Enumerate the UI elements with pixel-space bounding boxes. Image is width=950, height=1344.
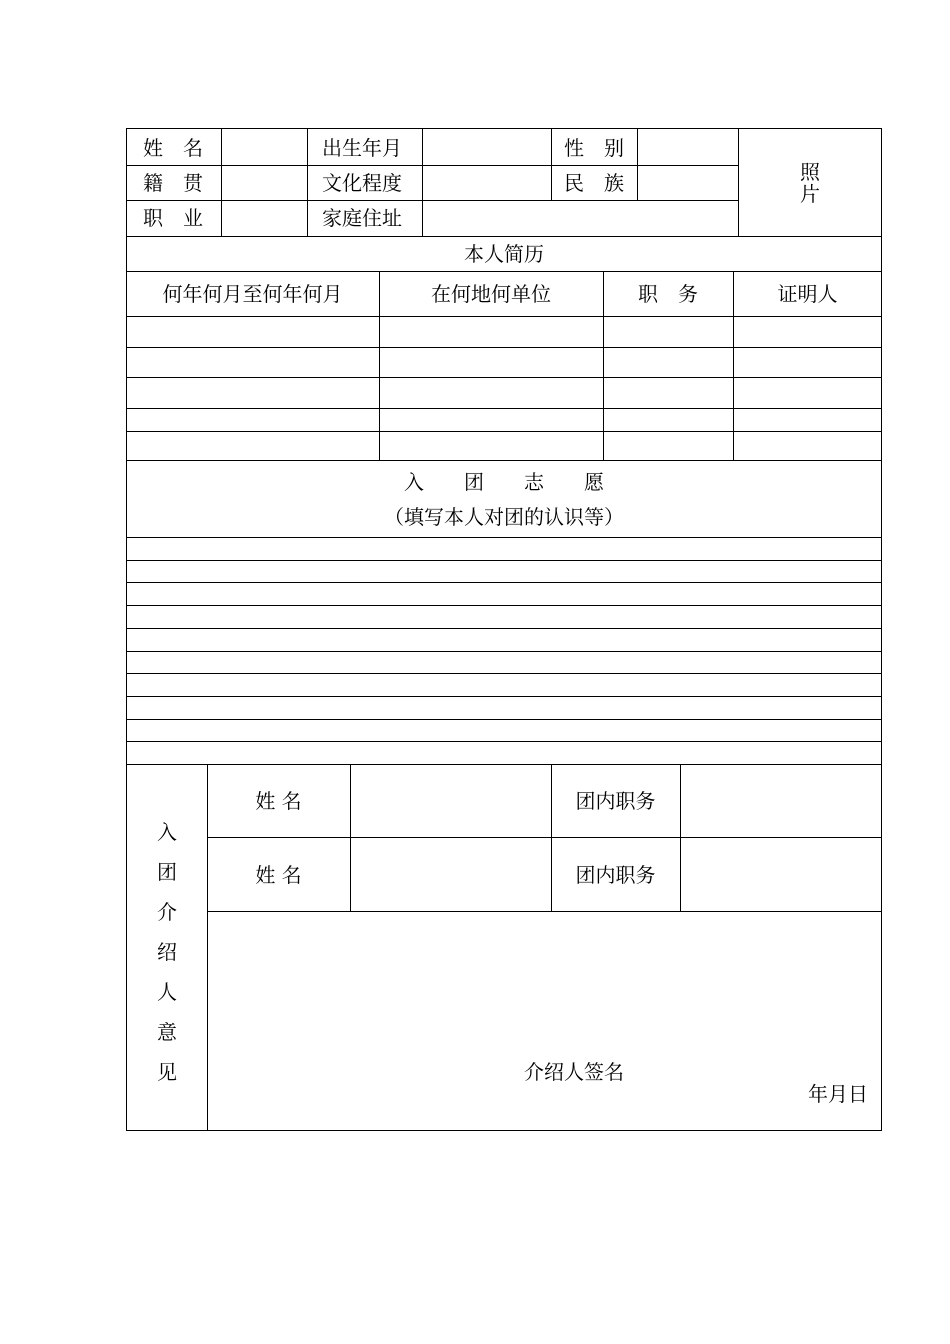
col-line (207, 764, 208, 1131)
row-line (126, 236, 882, 237)
origin-label: 籍 贯 (143, 171, 203, 195)
photo-label: 照 (800, 160, 820, 184)
introducer-name-label: 姓 名 (255, 789, 302, 813)
application-subtitle: （填写本人对团的认识等） (384, 505, 624, 529)
row-line (126, 200, 738, 201)
row-line (126, 431, 882, 432)
writing-line (126, 741, 882, 742)
writing-line (126, 628, 882, 629)
writing-line (126, 696, 882, 697)
writing-line (126, 673, 882, 674)
row-line (126, 347, 882, 348)
row-line (126, 165, 738, 166)
birth-label: 出生年月 (322, 136, 402, 160)
signature-label: 介绍人签名 (524, 1060, 624, 1084)
occupation-label: 职 业 (143, 206, 203, 230)
name-label: 姓 名 (143, 136, 203, 160)
col-line (307, 128, 308, 236)
col-line (551, 128, 552, 200)
row-line (126, 316, 882, 317)
writing-line (126, 764, 882, 765)
col-line (551, 764, 552, 911)
col-line (680, 764, 681, 911)
application-title: 入 团 志 愿 (404, 470, 604, 494)
col-header-unit: 在何地何单位 (431, 282, 551, 306)
writing-line (126, 651, 882, 652)
row-line (207, 837, 882, 838)
row-line (207, 911, 882, 912)
date-label: 年月日 (808, 1082, 868, 1106)
col-line (221, 128, 222, 236)
col-line (637, 128, 638, 200)
writing-line (126, 560, 882, 561)
education-label: 文化程度 (322, 171, 402, 195)
row-line (126, 460, 882, 461)
introducer-position-label: 团内职务 (575, 863, 656, 887)
writing-line (126, 537, 882, 538)
col-header-position: 职 务 (638, 282, 698, 306)
writing-line (126, 719, 882, 720)
row-line (126, 377, 882, 378)
introducer-name-label: 姓 名 (255, 863, 302, 887)
writing-line (126, 605, 882, 606)
col-header-period: 何年何月至何年何月 (162, 282, 343, 306)
col-line (350, 764, 351, 911)
registration-form (126, 128, 882, 1131)
gender-label: 性 别 (564, 136, 624, 160)
writing-line (126, 582, 882, 583)
resume-title: 本人简历 (464, 242, 544, 266)
ethnicity-label: 民 族 (564, 171, 624, 195)
row-line (126, 271, 882, 272)
photo-label: 片 (800, 182, 820, 206)
col-header-witness: 证明人 (777, 282, 838, 306)
address-label: 家庭住址 (322, 206, 402, 230)
col-line (422, 128, 423, 236)
col-line (738, 128, 739, 236)
row-line (126, 408, 882, 409)
introducer-side-label: 入 团 介 绍 人 意 见 (157, 820, 177, 1084)
introducer-position-label: 团内职务 (575, 789, 656, 813)
